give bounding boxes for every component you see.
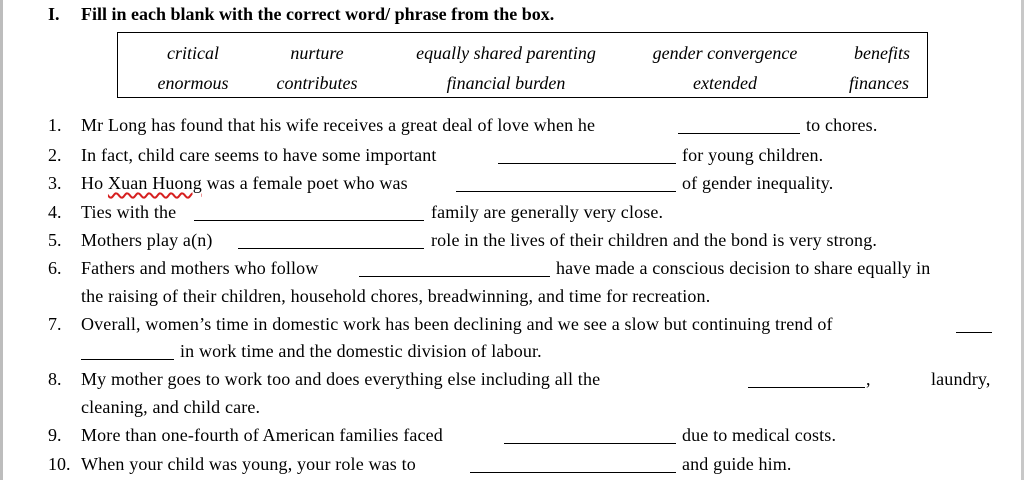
word-option: enormous bbox=[157, 73, 229, 93]
answer-blank-7b[interactable] bbox=[81, 359, 174, 360]
question-number: 2. bbox=[48, 145, 62, 165]
question-comma: , bbox=[866, 369, 871, 389]
word-box bbox=[117, 32, 928, 98]
answer-blank-5[interactable] bbox=[238, 248, 424, 249]
word-option: financial burden bbox=[446, 73, 566, 93]
question-number: 8. bbox=[48, 369, 62, 389]
question-text-continued: the raising of their children, household chores, breadwinning, and time for recreation. bbox=[81, 286, 711, 306]
question-text: and guide him. bbox=[682, 454, 792, 474]
spellcheck-underlined-name: Xuan Huong bbox=[107, 173, 202, 193]
question-text bbox=[81, 173, 408, 194]
word-option: finances bbox=[849, 73, 909, 93]
question-text: In fact, child care seems to have some important bbox=[81, 145, 437, 165]
answer-blank-8[interactable] bbox=[748, 387, 865, 388]
question-text-part: Ho bbox=[81, 173, 104, 193]
question-text: role in the lives of their children and the bond is very strong. bbox=[431, 230, 877, 250]
question-text: Fathers and mothers who follow bbox=[81, 258, 319, 278]
question-text: Mothers play a(n) bbox=[81, 230, 213, 250]
word-option: nurture bbox=[290, 43, 344, 63]
question-number: 4. bbox=[48, 202, 62, 222]
question-text: family are generally very close. bbox=[431, 202, 664, 222]
exercise-heading bbox=[48, 4, 554, 25]
question-number: 10. bbox=[48, 454, 71, 474]
question-text: for young children. bbox=[682, 145, 824, 165]
word-option: extended bbox=[693, 73, 757, 93]
question-text: My mother goes to work too and does everything else including all the bbox=[81, 369, 601, 389]
question-text: have made a conscious decision to share equally in bbox=[556, 258, 931, 278]
question-number: 5. bbox=[48, 230, 62, 250]
answer-blank-9[interactable] bbox=[504, 443, 676, 444]
question-text: due to medical costs. bbox=[682, 425, 837, 445]
answer-blank-4[interactable] bbox=[194, 220, 424, 221]
word-option: benefits bbox=[854, 43, 910, 63]
word-option: contributes bbox=[276, 73, 358, 93]
answer-blank-7a[interactable] bbox=[956, 332, 992, 333]
question-text-part: was a female poet who was bbox=[206, 173, 408, 193]
question-text: Ties with the bbox=[81, 202, 177, 222]
heading-number: I. bbox=[48, 4, 60, 24]
question-text: More than one-fourth of American families faced bbox=[81, 425, 443, 445]
question-text: in work time and the domestic division of labour. bbox=[180, 341, 542, 361]
word-option: critical bbox=[167, 43, 219, 63]
question-text: of gender inequality. bbox=[682, 173, 834, 193]
question-text: to chores. bbox=[806, 115, 878, 135]
question-text: When your child was young, your role was to bbox=[81, 454, 416, 474]
answer-blank-1[interactable] bbox=[678, 133, 800, 134]
question-text: Mr Long has found that his wife receives a great deal of love when he bbox=[81, 115, 596, 135]
question-text-continued: cleaning, and child care. bbox=[81, 397, 261, 417]
answer-blank-6[interactable] bbox=[359, 276, 550, 277]
question-number: 6. bbox=[48, 258, 62, 278]
question-text: laundry, bbox=[931, 369, 991, 389]
page-edge-left bbox=[0, 0, 3, 480]
answer-blank-10[interactable] bbox=[470, 472, 676, 473]
answer-blank-2[interactable] bbox=[498, 163, 676, 164]
question-number: 3. bbox=[48, 173, 62, 193]
word-option: gender convergence bbox=[652, 43, 798, 63]
answer-blank-3[interactable] bbox=[456, 191, 676, 192]
question-number: 9. bbox=[48, 425, 62, 445]
question-text: Overall, women’s time in domestic work has been declining and we see a slow but continuing trend of bbox=[81, 314, 833, 334]
heading-text: Fill in each blank with the correct word/ phrase from the box. bbox=[81, 4, 555, 24]
word-option: equally shared parenting bbox=[416, 43, 596, 63]
question-number: 1. bbox=[48, 115, 62, 135]
question-number: 7. bbox=[48, 314, 62, 334]
